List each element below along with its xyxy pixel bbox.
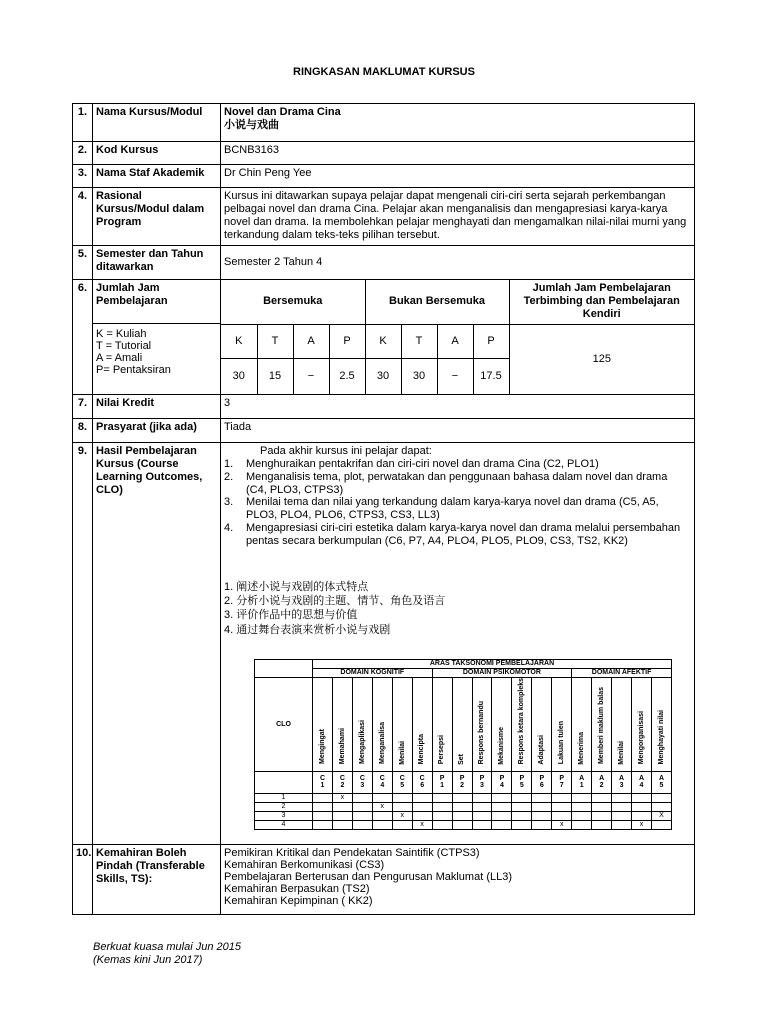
- code-letter: P: [499, 774, 505, 782]
- code-number: 5: [519, 782, 524, 790]
- taxonomy-mark: [372, 820, 392, 829]
- code-number: 4: [499, 782, 504, 790]
- code-number: 3: [619, 782, 624, 790]
- taxonomy-verb: [552, 678, 572, 772]
- row-label: Semester dan Tahun ditawarkan: [93, 246, 221, 280]
- taxonomy-mark: [432, 820, 452, 829]
- row-label: Rasional Kursus/Modul dalam Program: [93, 188, 221, 246]
- taxonomy-table: [254, 659, 672, 830]
- row-academic-staff: [73, 165, 695, 188]
- code-number: 6: [539, 782, 544, 790]
- taxonomy-verb: [332, 678, 352, 772]
- code-t: T: [257, 324, 293, 358]
- hours-value: 30: [365, 358, 401, 394]
- skill-item: Kemahiran Berkomunikasi (CS3): [224, 859, 385, 872]
- row-number: 7.: [73, 395, 93, 419]
- hours-legend: [93, 324, 220, 380]
- clo-item-chinese: 3. 评价作品中的思想与价值: [224, 609, 358, 622]
- taxonomy-verb-label: Mekanisme: [498, 726, 506, 765]
- hours-codes-row: [221, 324, 694, 358]
- taxonomy-mark: [512, 820, 532, 829]
- academic-staff-value: Dr Chin Peng Yee: [221, 165, 695, 188]
- course-code-value: BCNB3163: [221, 142, 695, 165]
- code-number: 2: [599, 782, 604, 790]
- code-letter: C: [379, 774, 385, 782]
- skill-item: Pembelajaran Berterusan dan Pengurusan Maklumat (LL3): [224, 871, 512, 884]
- skill-item: Kemahiran Berpasukan (TS2): [224, 883, 370, 896]
- row-number: 3.: [73, 165, 93, 188]
- code-letter: C: [319, 774, 325, 782]
- course-name-chinese: 小说与戏曲: [224, 118, 279, 131]
- taxonomy-mark: [452, 820, 472, 829]
- course-name-value: [221, 104, 695, 142]
- taxonomy-verb-label: Adaptasi: [538, 734, 546, 765]
- taxonomy-verb-label: Menganalisa: [378, 722, 386, 765]
- taxonomy-verb-label: Menilai: [617, 740, 625, 765]
- taxonomy-mark: [512, 811, 532, 820]
- taxonomy-mark: [651, 820, 671, 829]
- code-k: K: [221, 324, 257, 358]
- code-p: P: [329, 324, 365, 358]
- taxonomy-row: [255, 820, 672, 829]
- taxonomy-mark: x: [412, 820, 432, 829]
- clo-item: [224, 471, 691, 497]
- code-number: 1: [579, 782, 584, 790]
- taxonomy-code: [572, 771, 592, 793]
- taxonomy-mark: [432, 802, 452, 811]
- clo-intro: Pada akhir kursus ini pelajar dapat:: [260, 445, 432, 457]
- skill-item: Pemikiran Kritikal dan Pendekatan Saintifik (CTPS3): [224, 847, 480, 859]
- taxonomy-code: [432, 771, 452, 793]
- taxonomy-verb: [313, 678, 333, 772]
- taxonomy-mark: [512, 802, 532, 811]
- taxonomy-code: [612, 771, 632, 793]
- domain-psychomotor: DOMAIN PSIKOMOTOR: [432, 669, 572, 678]
- taxonomy-verb-label: Mengaplikasi: [358, 720, 366, 765]
- row-label: Nama Kursus/Modul: [93, 104, 221, 142]
- hours-value: 15: [257, 358, 293, 394]
- taxonomy-verb-label: Set: [458, 753, 466, 765]
- transferable-skills-list: [221, 845, 695, 915]
- taxonomy-row: [255, 793, 672, 802]
- taxonomy-mark: [412, 811, 432, 820]
- taxonomy-mark: [332, 820, 352, 829]
- taxonomy-mark: [372, 793, 392, 802]
- taxonomy-mark: [572, 802, 592, 811]
- taxonomy-mark: [492, 820, 512, 829]
- taxonomy-mark: [532, 802, 552, 811]
- code-letter: A: [579, 774, 585, 782]
- row-number: 2.: [73, 142, 93, 165]
- taxonomy-mark: [472, 802, 492, 811]
- taxonomy-mark: x: [552, 820, 572, 829]
- taxonomy-mark: [632, 811, 652, 820]
- tax-corner: [255, 660, 313, 678]
- clo-item: [224, 522, 691, 548]
- taxonomy-mark: [492, 802, 512, 811]
- taxonomy-mark: [313, 793, 333, 802]
- learning-hours-table: [221, 280, 694, 394]
- total-hours-value: 125: [509, 324, 694, 394]
- taxonomy-mark: [492, 793, 512, 802]
- clo-number: 1.: [224, 457, 234, 470]
- taxonomy-mark: [432, 793, 452, 802]
- clo-item-chinese: 4. 通过舞台表演来赏析小说与戏剧: [224, 623, 391, 636]
- row-learning-hours: [73, 280, 695, 395]
- domain-affective: DOMAIN AFEKTIF: [572, 669, 672, 678]
- taxonomy-verb-label: Persepsi: [438, 735, 446, 765]
- taxonomy-mark: [472, 811, 492, 820]
- taxonomy-verb: [452, 678, 472, 772]
- taxonomy-code: [392, 771, 412, 793]
- taxonomy-mark: [572, 811, 592, 820]
- taxonomy-mark: [592, 793, 612, 802]
- taxonomy-code: [492, 771, 512, 793]
- page-title: RINGKASAN MAKLUMAT KURSUS: [293, 66, 475, 78]
- code-number: 5: [400, 782, 405, 790]
- clo-text: Menilai tema dan nilai yang terkandung dalam karya-karya novel dan drama (C5, A5, PLO3, PLO4, PLO6, CTPS3, CS3, LL3): [246, 496, 659, 522]
- taxonomy-row: [255, 802, 672, 811]
- row-rationale: [73, 188, 695, 246]
- code-number: 7: [559, 782, 564, 790]
- taxonomy-mark: [472, 793, 492, 802]
- taxonomy-mark: [592, 802, 612, 811]
- row-number: 8.: [73, 419, 93, 443]
- taxonomy-code: [412, 771, 432, 793]
- taxonomy-mark: [651, 802, 671, 811]
- code-letter: C: [359, 774, 365, 782]
- row-clo: [73, 443, 695, 845]
- taxonomy-code: [592, 771, 612, 793]
- taxonomy-mark: x: [392, 811, 412, 820]
- row-transferable-skills: [73, 845, 695, 915]
- taxonomy-verb-label: Respons ketara kompleks: [518, 678, 526, 765]
- taxonomy-verb: [492, 678, 512, 772]
- course-summary-table: [72, 103, 695, 915]
- row-number: 10.: [73, 845, 93, 915]
- code-number: 3: [480, 782, 484, 790]
- row-prerequisite: [73, 419, 695, 443]
- hdr-bukan-bersemuka: Bukan Bersemuka: [365, 280, 509, 324]
- code-number: 5: [659, 782, 664, 790]
- clo-text: Mengapresiasi ciri-ciri estetika dalam karya-karya novel dan drama melalui persembahan pentas secara berkumpulan (C6, P7, A4, PLO4, PLO5, PLO9, CS3, TS2, KK2): [246, 522, 681, 548]
- code-a: A: [437, 324, 473, 358]
- taxonomy-verb: [372, 678, 392, 772]
- clo-number: 2.: [224, 470, 234, 483]
- semester-value: Semester 2 Tahun 4: [221, 246, 695, 280]
- code-a: A: [293, 324, 329, 358]
- taxonomy-code: [352, 771, 372, 793]
- taxonomy-mark: [532, 820, 552, 829]
- taxonomy-mark: [372, 811, 392, 820]
- code-letter: P: [479, 774, 485, 782]
- code-letter: P: [519, 774, 525, 782]
- footer-update-date: (Kemas kini Jun 2017): [93, 953, 203, 966]
- legend-tutorial: T = Tutorial: [96, 340, 152, 353]
- taxonomy-mark: [352, 820, 372, 829]
- learning-hours-cell: [221, 280, 695, 395]
- row-number: 6.: [73, 280, 93, 395]
- clo-item: [224, 496, 691, 522]
- row-label: Nilai Kredit: [93, 395, 221, 419]
- taxonomy-mark: [532, 811, 552, 820]
- taxonomy-mark: [532, 793, 552, 802]
- row-number: 9.: [73, 443, 93, 845]
- code-number: 2: [340, 782, 345, 790]
- clo-number: 4.: [224, 522, 234, 535]
- code-k: K: [365, 324, 401, 358]
- taxonomy-mark: X: [651, 811, 671, 820]
- legend-pentaksiran: P= Pentaksiran: [96, 364, 171, 377]
- taxonomy-code: [332, 771, 352, 793]
- code-letter: P: [559, 774, 565, 782]
- skill-item: Kemahiran Kepimpinan ( KK2): [224, 895, 373, 908]
- taxonomy-mark: [592, 820, 612, 829]
- code-p: P: [473, 324, 509, 358]
- clo-item: [224, 458, 691, 471]
- code-letter: A: [599, 774, 605, 782]
- taxonomy-mark: [552, 811, 572, 820]
- taxonomy-mark: [612, 802, 632, 811]
- taxonomy-verb-label: Lakuan tulen: [558, 721, 566, 765]
- taxonomy-clo-number: 1: [255, 793, 313, 802]
- taxonomy-mark: [612, 820, 632, 829]
- taxonomy-mark: [313, 811, 333, 820]
- row-label: Prasyarat (jika ada): [93, 419, 221, 443]
- taxonomy-code: [651, 771, 671, 793]
- taxonomy-verb-label: Mengorganisasi: [637, 711, 645, 765]
- taxonomy-verb: [592, 678, 612, 772]
- hours-value: 17.5: [473, 358, 509, 394]
- row-course-name: [73, 104, 695, 142]
- code-letter: C: [339, 774, 345, 782]
- taxonomy-verb: [612, 678, 632, 772]
- code-number: 6: [420, 782, 425, 790]
- clo-list-chinese: [224, 580, 691, 637]
- legend-kuliah: K = Kuliah: [96, 328, 147, 340]
- taxonomy-verb-label: Mencipta: [418, 734, 426, 765]
- taxonomy-mark: [452, 811, 472, 820]
- taxonomy-mark: [452, 793, 472, 802]
- taxonomy-verb: [651, 678, 671, 772]
- taxonomy-clo-number: 3: [255, 811, 313, 820]
- hours-value: 30: [401, 358, 437, 394]
- hours-value: −: [293, 358, 329, 394]
- taxonomy-mark: [592, 811, 612, 820]
- taxonomy-mark: [632, 802, 652, 811]
- taxonomy-verb-label: Menghayati nilai: [657, 709, 665, 765]
- taxonomy-mark: [352, 793, 372, 802]
- code-blank: [255, 771, 313, 793]
- taxonomy-mark: [432, 811, 452, 820]
- taxonomy-verb-label: Memahami: [338, 728, 346, 765]
- code-t: T: [401, 324, 437, 358]
- taxonomy-mark: [512, 793, 532, 802]
- clo-item-chinese: 2. 分析小说与戏剧的主题、情节、角色及语言: [224, 595, 446, 608]
- taxonomy-mark: [472, 820, 492, 829]
- taxonomy-verb: [512, 678, 532, 772]
- taxonomy-mark: [612, 793, 632, 802]
- taxonomy-verb: [472, 678, 492, 772]
- code-letter: A: [638, 774, 644, 782]
- code-number: 2: [460, 782, 464, 790]
- taxonomy-verb-label: Menilai: [398, 740, 406, 765]
- learning-hours-label-cell: [93, 280, 221, 395]
- taxonomy-mark: [352, 802, 372, 811]
- taxonomy-code: [632, 771, 652, 793]
- code-letter: P: [539, 774, 545, 782]
- row-number: 4.: [73, 188, 93, 246]
- row-label: Jumlah Jam Pembelajaran: [93, 280, 220, 324]
- taxonomy-code: [552, 771, 572, 793]
- taxonomy-verb: [392, 678, 412, 772]
- hdr-total-hours: Jumlah Jam Pembelajaran Terbimbing dan Pembelajaran Kendiri: [509, 280, 694, 324]
- code-number: 4: [380, 782, 385, 790]
- taxonomy-verb: [532, 678, 552, 772]
- taxonomy-verb-label: Memberi maklum balas: [597, 687, 605, 765]
- taxonomy-verb: [632, 678, 652, 772]
- taxonomy-mark: [313, 802, 333, 811]
- taxonomy-mark: [332, 811, 352, 820]
- taxonomy-mark: [552, 793, 572, 802]
- taxonomy-verb: [432, 678, 452, 772]
- taxonomy-mark: x: [632, 820, 652, 829]
- taxonomy-clo-number: 4: [255, 820, 313, 829]
- row-number: 5.: [73, 246, 93, 280]
- taxonomy-mark: [332, 802, 352, 811]
- code-number: 1: [320, 782, 325, 790]
- footer-effective-date: Berkuat kuasa mulai Jun 2015: [93, 941, 241, 953]
- taxonomy-mark: [452, 802, 472, 811]
- code-letter: P: [459, 774, 465, 782]
- clo-number: 3.: [224, 496, 234, 509]
- clo-item-chinese: 1. 阐述小说与戏剧的体式特点: [224, 580, 369, 593]
- taxonomy-mark: [392, 802, 412, 811]
- taxonomy-clo-number: 2: [255, 802, 313, 811]
- taxonomy-mark: [612, 811, 632, 820]
- taxonomy-verb: [352, 678, 372, 772]
- code-number: 3: [360, 782, 365, 790]
- taxonomy-mark: [651, 793, 671, 802]
- course-name-malay: Novel dan Drama Cina: [224, 106, 341, 118]
- clo-text: Menghuraikan pentakrifan dan ciri-ciri novel dan drama Cina (C2, PLO1): [246, 457, 599, 470]
- hours-value: −: [437, 358, 473, 394]
- code-number: 4: [639, 782, 644, 790]
- taxonomy-code: [452, 771, 472, 793]
- clo-header: CLO: [255, 678, 313, 772]
- clo-cell: [221, 443, 695, 845]
- taxonomy-code: [372, 771, 392, 793]
- row-number: 1.: [73, 104, 93, 142]
- credit-value: 3: [221, 395, 695, 419]
- row-credit: [73, 395, 695, 419]
- row-label: Nama Staf Akademik: [93, 165, 221, 188]
- taxonomy-verb: [572, 678, 592, 772]
- hdr-bersemuka: Bersemuka: [221, 280, 365, 324]
- taxonomy-verb: [412, 678, 432, 772]
- taxonomy-verb-label: Menerima: [577, 731, 585, 765]
- row-course-code: [73, 142, 695, 165]
- code-letter: P: [439, 774, 445, 782]
- tax-title: ARAS TAKSONOMI PEMBELAJARAN: [313, 660, 672, 669]
- clo-text: Menganalisis tema, plot, perwatakan dan penggunaan bahasa dalam novel dan drama (C4, PLO3, CTPS3): [246, 470, 668, 496]
- code-number: 1: [440, 782, 445, 790]
- taxonomy-code: [472, 771, 492, 793]
- row-label: Kemahiran Boleh Pindah (Transferable Skills, TS):: [93, 845, 221, 915]
- taxonomy-verb-label: Respons bernandu: [478, 701, 486, 765]
- taxonomy-mark: [352, 811, 372, 820]
- code-letter: A: [619, 774, 625, 782]
- row-label: Hasil Pembelajaran Kursus (Course Learning Outcomes, CLO): [93, 443, 221, 845]
- clo-list: [224, 458, 691, 548]
- rationale-value: Kursus ini ditawarkan supaya pelajar dapat mengenali ciri-ciri serta sejarah perkembangan pelbagai novel dan drama Cina. Pelajar akan menganalisis dan mengapresiasi karya-karya novel dan drama. Ia membolehkan pelajar menghayati dan mengamalkan nilai-nilai murni yang terkandung dalam teks-teks pilihan tersebut.: [221, 188, 695, 246]
- domain-cognitive: DOMAIN KOGNITIF: [313, 669, 433, 678]
- code-letter: C: [419, 774, 425, 782]
- hours-value: 30: [221, 358, 257, 394]
- taxonomy-mark: [392, 820, 412, 829]
- taxonomy-mark: [412, 793, 432, 802]
- hours-value: 2.5: [329, 358, 365, 394]
- row-semester: [73, 246, 695, 280]
- taxonomy-mark: x: [372, 802, 392, 811]
- code-letter: A: [658, 774, 664, 782]
- taxonomy-mark: [313, 820, 333, 829]
- taxonomy-mark: [412, 802, 432, 811]
- taxonomy-mark: [492, 811, 512, 820]
- taxonomy-code: [532, 771, 552, 793]
- taxonomy-mark: [392, 793, 412, 802]
- taxonomy-mark: x: [332, 793, 352, 802]
- taxonomy-code: [313, 771, 333, 793]
- taxonomy-mark: [572, 793, 592, 802]
- taxonomy-mark: [552, 802, 572, 811]
- row-label: Kod Kursus: [93, 142, 221, 165]
- code-letter: C: [399, 774, 405, 782]
- taxonomy-row: [255, 811, 672, 820]
- taxonomy-code: [512, 771, 532, 793]
- taxonomy-mark: [572, 820, 592, 829]
- taxonomy-mark: [632, 793, 652, 802]
- footer-note: [93, 941, 241, 966]
- taxonomy-verb-label: Mengingat: [318, 729, 326, 765]
- prerequisite-value: Tiada: [221, 419, 695, 443]
- legend-amali: A = Amali: [96, 352, 143, 365]
